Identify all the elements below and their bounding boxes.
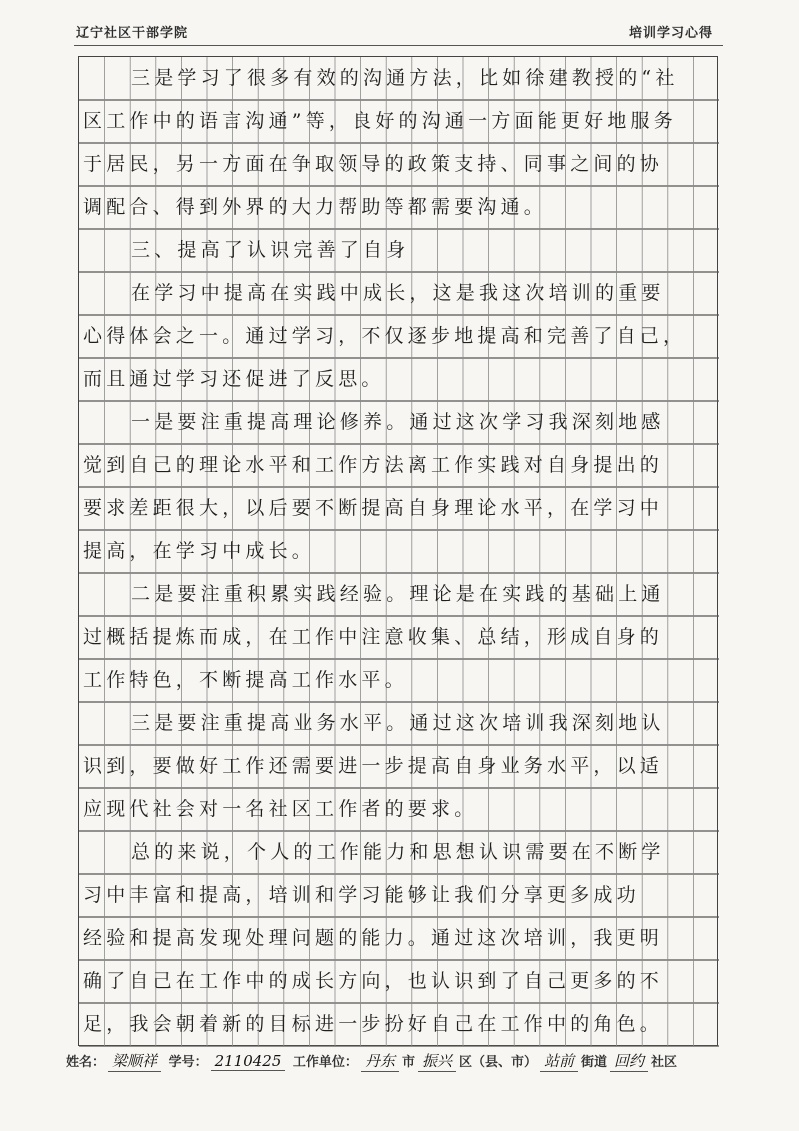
essay-line: 经验和提高发现处理问题的能力。通过这次培训，我更明 xyxy=(83,927,664,949)
district-label: 区（县、市） xyxy=(458,1055,537,1070)
writing-grid-sheet xyxy=(78,56,718,1046)
essay-line: 于居民，另一方面在争取领导的政策支持、同事之间的协 xyxy=(83,153,664,175)
document-type: 培训学习心得 xyxy=(628,26,713,41)
student-id-label: 学号： xyxy=(168,1055,208,1070)
essay-line: 三是要注重提高业务水平。通过这次培训我深刻地认 xyxy=(131,712,665,734)
essay-line: 三、提高了认识完善了自身 xyxy=(131,239,410,261)
essay-line: 足，我会朝着新的目标进一步扮好自己在工作中的角色。 xyxy=(83,1013,664,1035)
name-label: 姓名： xyxy=(66,1055,106,1070)
essay-line: 一是要注重提高理论修养。通过这次学习我深刻地感 xyxy=(131,411,665,433)
essay-line: 区工作中的语言沟通”等，良好的沟通一方面能更好地服务 xyxy=(83,110,677,132)
community-label: 社区 xyxy=(651,1055,678,1070)
work-unit-label: 工作单位： xyxy=(292,1055,358,1070)
essay-line: 习中丰富和提高，培训和学习能够让我们分享更多成功 xyxy=(83,884,640,906)
city-value: 丹东 xyxy=(361,1050,399,1072)
essay-line: 三是学习了很多有效的沟通方法，比如徐建教授的“社 xyxy=(131,67,679,89)
essay-line: 识到，要做好工作还需要进一步提高自身业务水平，以适 xyxy=(83,755,664,777)
essay-line: 在学习中提高在实践中成长，这是我这次培训的重要 xyxy=(131,282,665,304)
essay-line: 调配合、得到外界的大力帮助等都需要沟通。 xyxy=(83,196,548,218)
header-rule xyxy=(74,45,723,46)
essay-line: 心得体会之一。通过学习，不仅逐步地提高和完善了自己， xyxy=(83,325,687,347)
community-value: 回约 xyxy=(610,1050,648,1072)
street-value: 站前 xyxy=(540,1050,578,1072)
essay-line: 应现代社会对一名社区工作者的要求。 xyxy=(83,798,478,820)
street-label: 街道 xyxy=(581,1055,608,1070)
school-name: 辽宁社区干部学院 xyxy=(76,26,189,41)
essay-line: 二是要注重积累实践经验。理论是在实践的基础上通 xyxy=(131,583,665,605)
essay-line: 要求差距很大，以后要不断提高自身理论水平，在学习中 xyxy=(83,497,664,519)
essay-line: 工作特色，不断提高工作水平。 xyxy=(83,669,408,691)
city-label: 市 xyxy=(401,1055,415,1070)
student-info-footer xyxy=(66,1050,766,1072)
name-value: 梁顺祥 xyxy=(108,1050,161,1072)
essay-line: 提高，在学习中成长。 xyxy=(83,540,316,562)
essay-line: 觉到自己的理论水平和工作方法离工作实践对自身提出的 xyxy=(83,454,664,476)
essay-line: 总的来说，个人的工作能力和思想认识需要在不断学 xyxy=(131,841,665,863)
essay-line: 过概括提炼而成，在工作中注意收集、总结，形成自身的 xyxy=(83,626,664,648)
essay-line: 确了自己在工作中的成长方向，也认识到了自己更多的不 xyxy=(83,970,664,992)
student-id-value: 2110425 xyxy=(211,1052,286,1071)
essay-line: 而且通过学习还促进了反思。 xyxy=(83,368,385,390)
district-value: 振兴 xyxy=(418,1050,456,1072)
